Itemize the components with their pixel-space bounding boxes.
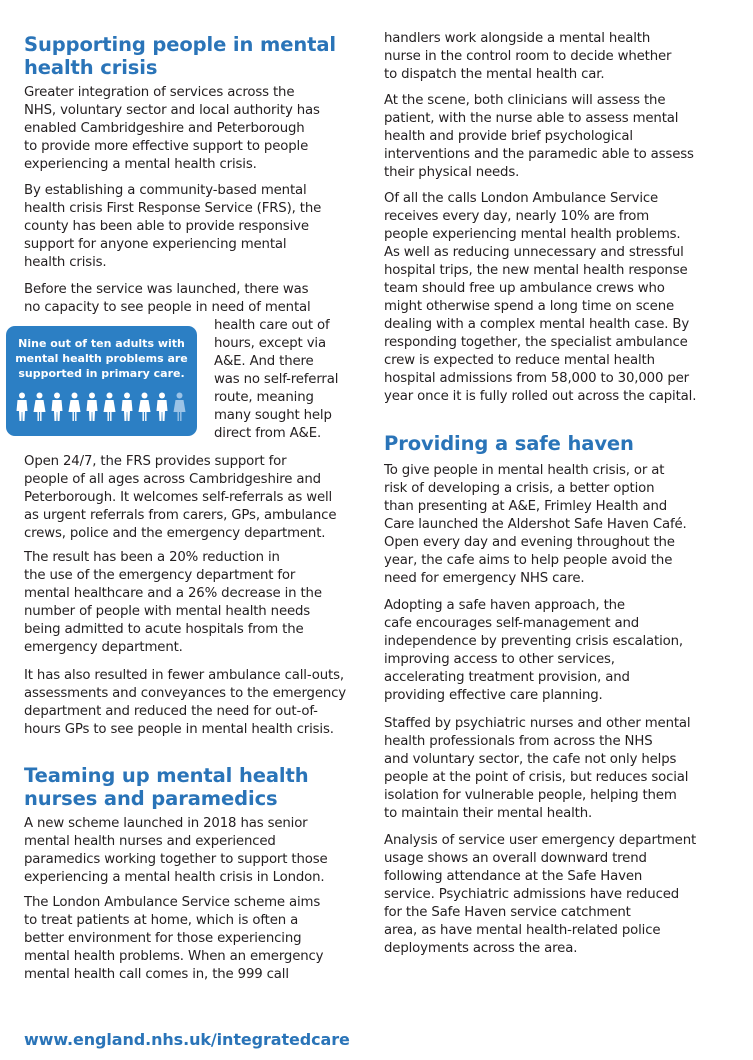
paragraph: A new scheme launched in 2018 has senior mental health nurses and experienced paramedics working together to support those experiencing a mental health crisis in London. bbox=[24, 816, 328, 885]
paragraph: The result has been a 20% reduction in the use of the emergency department for mental healthcare and a 26% decrease in the number of people with mental health needs being admitted to acute hospitals from the emergency department. bbox=[24, 550, 322, 655]
paragraph: It has also resulted in fewer ambulance call-outs, assessments and conveyances to the emergency department and reduced the need for out-of- hours GPs to see people in mental health crisis. bbox=[24, 668, 347, 737]
paragraph: Before the service was launched, there was no capacity to see people in need of mental bbox=[24, 282, 311, 315]
paragraph-wrapped: health care out of hours, except via A&E. And there was no self-referral route, meaning many sought help direct from A&E. bbox=[214, 318, 339, 441]
section-heading-safe-haven: Providing a safe haven bbox=[384, 432, 634, 455]
person-icon bbox=[34, 393, 46, 422]
person-icon bbox=[157, 393, 168, 422]
person-icon bbox=[174, 393, 186, 422]
left-column bbox=[15, 0, 364, 1060]
person-icon bbox=[17, 393, 28, 422]
person-icon bbox=[87, 393, 98, 422]
footer-url[interactable]: www.england.nhs.uk/integratedcare bbox=[24, 1030, 350, 1049]
paragraph: The London Ambulance Service scheme aims to treat patients at home, which is often a better environment for those experiencing mental health problems. When an emergency mental health call comes in, the 999 call bbox=[24, 895, 324, 982]
paragraph: Greater integration of services across the NHS, voluntary sector and local authority has enabled Cambridgeshire and Peterborough to provide more effective support to people experiencing a mental health crisis. bbox=[24, 85, 320, 172]
section-heading-teaming-up: Teaming up mental health nurses and paramedics bbox=[24, 764, 309, 810]
paragraph: handlers work alongside a mental health nurse in the control room to decide whether to dispatch the mental health car. bbox=[384, 31, 672, 82]
right-column bbox=[384, 0, 724, 1060]
section-heading-mental-health-crisis: Supporting people in mental health crisis bbox=[24, 33, 336, 79]
statistic-callout bbox=[6, 326, 197, 436]
paragraph: To give people in mental health crisis, or at risk of developing a crisis, a better option than presenting at A&E, Frimley Health and Care launched the Aldershot Safe Haven Café. Open every day and evening throughout the year, the cafe aims to help people avoid the need for emergency NHS care. bbox=[384, 463, 687, 586]
paragraph: By establishing a community-based mental health crisis First Response Service (FRS), the county has been able to provide responsive support for anyone experiencing mental health crisis. bbox=[24, 183, 322, 270]
person-icon bbox=[52, 393, 63, 422]
paragraph: Staffed by psychiatric nurses and other mental health professionals from across the NHS and voluntary sector, the cafe not only helps people at the point of crisis, but reduces social isolation for vulnerable people, helping them to maintain their mental health. bbox=[384, 716, 691, 821]
paragraph: Open 24/7, the FRS provides support for people of all ages across Cambridgeshire and Peterborough. It welcomes self-referrals as well as urgent referrals from carers, GPs, ambulance crews, police and the emergency department. bbox=[24, 454, 337, 541]
paragraph: Analysis of service user emergency department usage shows an overall downward trend following attendance at the Safe Haven service. Psychiatric admissions have reduced for the Safe Haven service catchment area, as have mental health-related police deployments across the area. bbox=[384, 833, 697, 956]
paragraph: Adopting a safe haven approach, the cafe encourages self-management and independence by preventing crisis escalation, improving access to other services, accelerating treatment provision, and providing effective care planning. bbox=[384, 598, 683, 703]
paragraph: At the scene, both clinicians will assess the patient, with the nurse able to assess mental health and provide brief psychological interventions and the paramedic able to assess their physical needs. bbox=[384, 93, 694, 180]
callout-text: Nine out of ten adults with mental health problems are supported in primary care. bbox=[15, 337, 188, 380]
paragraph: Of all the calls London Ambulance Service receives every day, nearly 10% are from people experiencing mental health problems. As well as reducing unnecessary and stressful hospital trips, the new mental health response team should free up ambulance crews who might otherwise spend a long time on scene dealing with a complex mental health case. By responding together, the specialist ambulance crew is expected to reduce mental health hospital admissions from 58,000 to 30,000 per year once it is fully rolled out across the capital. bbox=[384, 191, 697, 404]
person-icon bbox=[122, 393, 133, 422]
person-icon bbox=[104, 393, 116, 422]
person-icon bbox=[69, 393, 81, 422]
people-figures bbox=[14, 392, 190, 422]
person-icon bbox=[139, 393, 151, 422]
